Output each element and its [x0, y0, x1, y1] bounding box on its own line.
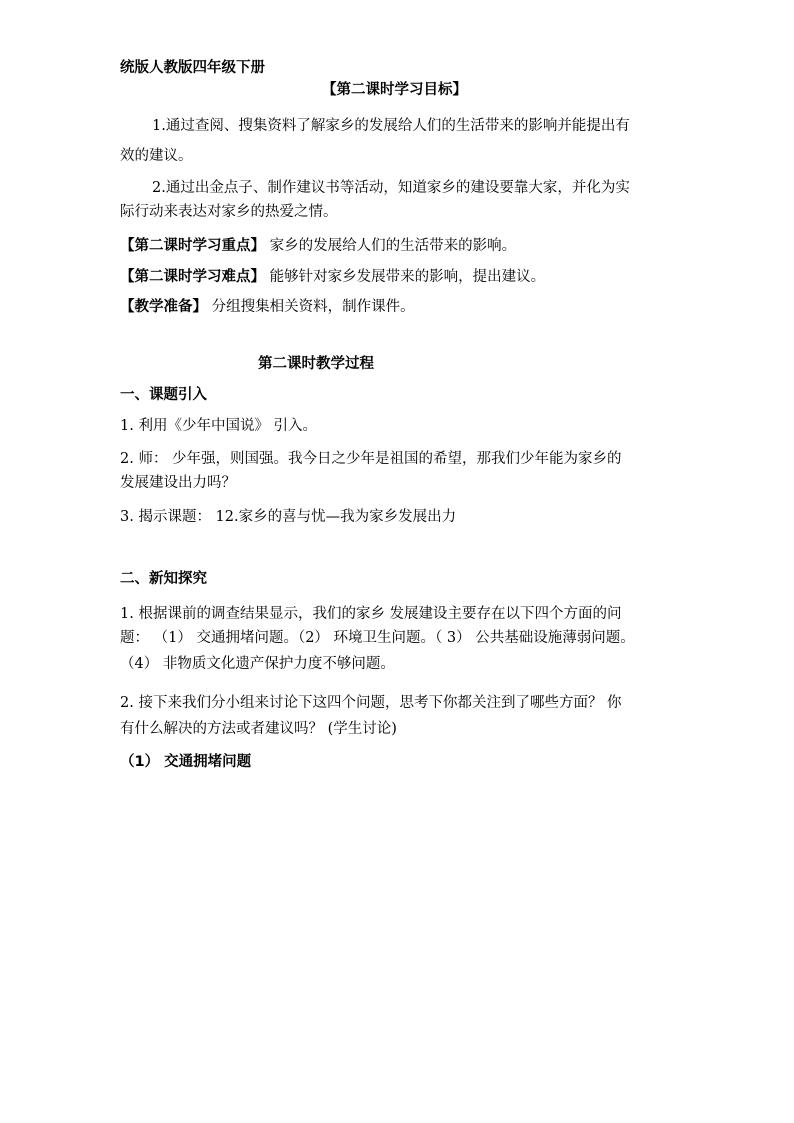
section-2-item-1-line-1: 1. 根据课前的调查结果显示，我们的家乡 发展建设主要存在以下四个方面的问 [120, 606, 622, 622]
objective-1-line-1: 1.通过查阅、搜集资料了解家乡的发展给人们的生活带来的影响并能提出有 [152, 118, 630, 134]
section-2-item-1-line-2: 题： （1） 交通拥堵问题。（2） 环境卫生问题。（ 3） 公共基础设施薄弱问题。 [120, 630, 635, 646]
process-title: 第二课时教学过程 [258, 356, 374, 372]
objectives-title: 【第二课时学习目标】 [322, 82, 467, 98]
key-point-text: 家乡的发展给人们的生活带来的影响。 [269, 238, 517, 254]
objective-2-line-2: 际行动来表达对家乡的热爱之情。 [120, 204, 338, 220]
section-2-subheading: （1） 交通拥堵问题 [120, 754, 252, 770]
section-1-item-2-line-2: 发展建设出力吗？ [120, 475, 236, 491]
key-point-row [120, 236, 516, 256]
section-2-item-2-line-1: 2. 接下来我们分小组来讨论下这四个问题，思考下你都关注到了哪些方面？ 你 [120, 695, 622, 711]
difficulty-row [120, 267, 545, 287]
preparation-row [120, 297, 415, 317]
objective-1-line-2: 效的建议。 [120, 148, 193, 164]
section-1-item-2-line-1: 2. 师： 少年强，则国强。我今日之少年是祖国的希望，那我们少年能为家乡的 [120, 451, 622, 467]
objective-2-line-1: 2.通过出金点子、制作建议书等活动，知道家乡的建设要靠大家，并化为实 [152, 180, 630, 196]
preparation-label: 【教学准备】 [120, 299, 207, 315]
section-2-item-1-line-3: （4） 非物质文化遗产保护力度不够问题。 [120, 656, 395, 672]
section-1-title: 一、课题引入 [120, 387, 207, 403]
preparation-text: 分组搜集相关资料，制作课件。 [211, 299, 415, 315]
section-2-title: 二、新知探究 [120, 571, 207, 587]
difficulty-label: 【第二课时学习难点】 [120, 269, 265, 285]
section-2-item-2-line-2: 有什么解决的方法或者建议吗？ (学生讨论) [120, 721, 397, 737]
section-1-item-1: 1. 利用《少年中国说》 引入。 [120, 418, 318, 434]
key-point-label: 【第二课时学习重点】 [120, 238, 265, 254]
header-text: 统版人教版四年级下册 [120, 60, 265, 76]
section-1-item-3: 3. 揭示课题： 12.家乡的喜与忧—我为家乡发展出力 [120, 509, 457, 525]
difficulty-text: 能够针对家乡发展带来的影响，提出建议。 [269, 269, 546, 285]
